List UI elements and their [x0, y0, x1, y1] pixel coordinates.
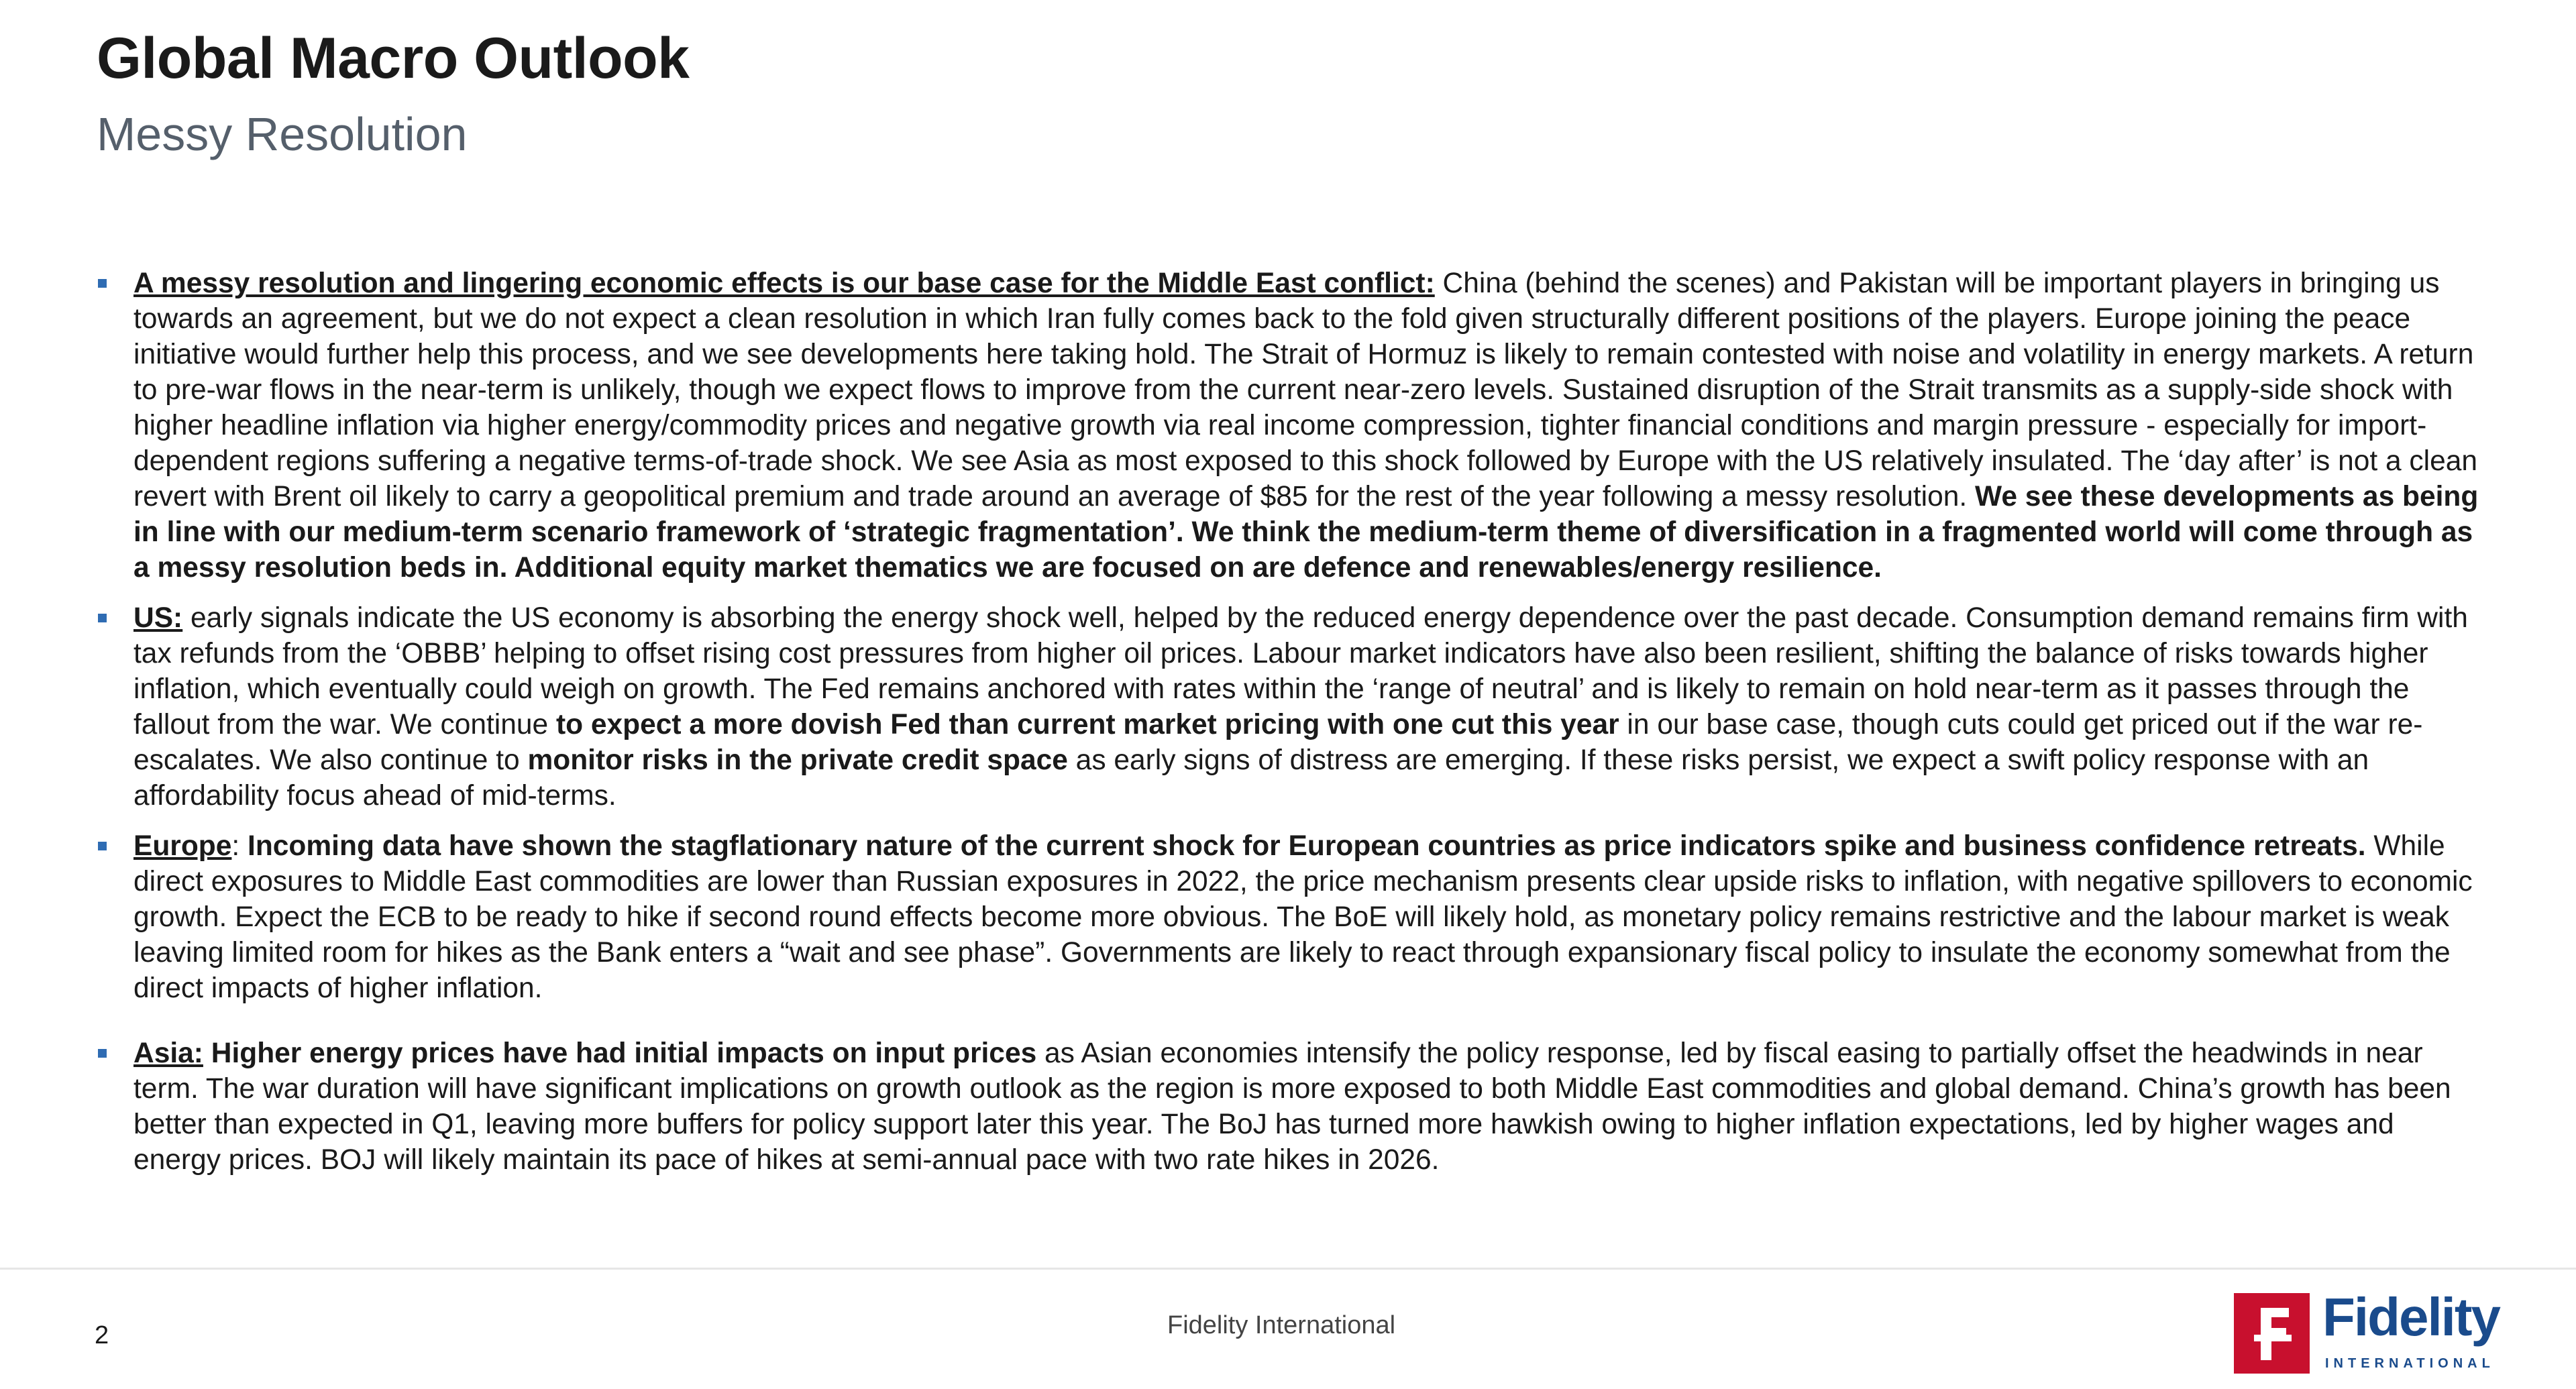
bullet-text: China (behind the scenes) and Pakistan will be important players in bringing us towards an agreement, but we do not expect a clean resolution in which Iran fully comes back to the fold given structurally different positions of the players. Europe joining the peace initiative would further help this process, and we see developments here taking hold. The Strait of Hormuz is likely to remain contested with noise and volatility in energy markets. A return to pre-war flows in the near-term is unlikely, though we expect flows to improve from the current near-zero levels. Sustained disruption of the Strait transmits as a supply-side shock with higher headline inflation via higher energy/commodity prices and negative growth via real income compression, tighter financial conditions and margin pressure - especially for import-dependent regions suffering a negative terms-of-trade shock. We see Asia as most exposed to this shock followed by Europe with the US relatively insulated. The ‘day after’ is not a clean revert with Brent oil likely to carry a geopolitical premium and trade around an average of $85 for the rest of the year following a messy resolution. — [133, 268, 2478, 512]
bullet-square-icon — [98, 614, 107, 622]
page-number: 2 — [95, 1321, 109, 1349]
bullet-emphasis: to expect a more dovish Fed than current market pricing with one cut this year — [555, 709, 1619, 740]
bullet-item-europe — [97, 828, 2485, 1006]
bullet-item-middle-east — [97, 266, 2485, 586]
footer-divider — [0, 1268, 2576, 1270]
bullet-square-icon — [98, 842, 107, 850]
bullet-text — [203, 1038, 211, 1069]
logo-wordmark: Fidelity — [2322, 1287, 2500, 1347]
bullet-text: : — [231, 830, 248, 862]
footer-company-name: Fidelity International — [1167, 1311, 1396, 1339]
bullet-text: While direct exposures to Middle East commodities are lower than Russian exposures in 2022, the price mechanism presents clear upside risks to inflation, with negative spillovers to economic growth. Expect the ECB to be ready to hike if second round effects become more obvious. The BoE will likely hold, as monetary policy remains restrictive and the labour market is weak leaving limited room for hikes as the Bank enters a “wait and see phase”. Governments are likely to react through expansionary fiscal policy to insulate the economy somewhat from the direct impacts of higher inflation. — [133, 830, 2473, 1004]
bullet-square-icon — [98, 1049, 107, 1058]
bullet-list — [97, 266, 2485, 1178]
bullet-emphasis: monitor risks in the private credit space — [527, 744, 1068, 776]
bullet-emphasis: Higher energy prices have had initial impacts on input prices — [211, 1038, 1037, 1069]
bullet-emphasis: Incoming data have shown the stagflationary nature of the current shock for European countries as price indicators spike and business confidence retreats. — [248, 830, 2366, 862]
page-subtitle: Messy Resolution — [97, 108, 468, 160]
bullet-heading: Europe — [133, 830, 232, 862]
bullet-item-asia — [97, 1036, 2485, 1178]
logo-subtext: INTERNATIONAL — [2325, 1356, 2495, 1371]
bullet-item-us — [97, 600, 2485, 814]
bullet-heading: A messy resolution and lingering economic effects is our base case for the Middle East conflict: — [133, 268, 1435, 299]
bullet-text: early signals indicate the US economy is absorbing the energy shock well, helped by the reduced energy dependence over the past decade. Consumption demand remains firm with tax refunds from the ‘OBBB’ helping to offset rising cost pressures from higher oil prices. Labour market indicators have also been resilient, shifting the balance of risks towards higher inflation, which eventually could weigh on growth. The Fed remains anchored with rates within the ‘range of neutral’ and is likely to remain on hold near-term as it passes through the fallout from the war. We continue — [133, 602, 2468, 740]
bullet-emphasis: We see these developments as being in line with our medium-term scenario framework of ‘strategic fragmentation’. We think the medium-term theme of diversification in a fragmented world will come through as a messy resolution beds in. Additional equity market thematics we are focused on are defence and renewables/energy resilience. — [133, 481, 2479, 584]
bullet-square-icon — [98, 279, 107, 288]
bullet-heading: US: — [133, 602, 183, 634]
bullet-text: as Asian economies intensify the policy response, led by fiscal easing to partially offset the headwinds in near term. The war duration will have significant implications on growth outlook as the region is more exposed to both Middle East commodities and global demand. China’s growth has been better than expected in Q1, leaving more buffers for policy support later this year. The BoJ has turned more hawkish owing to higher inflation expectations, led by higher wages and energy prices. BOJ will likely maintain its pace of hikes at semi-annual pace with two rate hikes in 2026. — [133, 1038, 2451, 1176]
bullet-text: as early signs of distress are emerging. If these risks persist, we expect a swift policy response with an affordability focus ahead of mid-terms. — [133, 744, 2369, 812]
bullet-heading: Asia: — [133, 1038, 203, 1069]
page-title: Global Macro Outlook — [97, 26, 690, 91]
bullet-text: in our base case, though cuts could get priced out if the war re-escalates. We also continue to — [133, 709, 2423, 776]
fidelity-logo — [2234, 1287, 2500, 1374]
fidelity-f-icon — [2234, 1293, 2310, 1374]
